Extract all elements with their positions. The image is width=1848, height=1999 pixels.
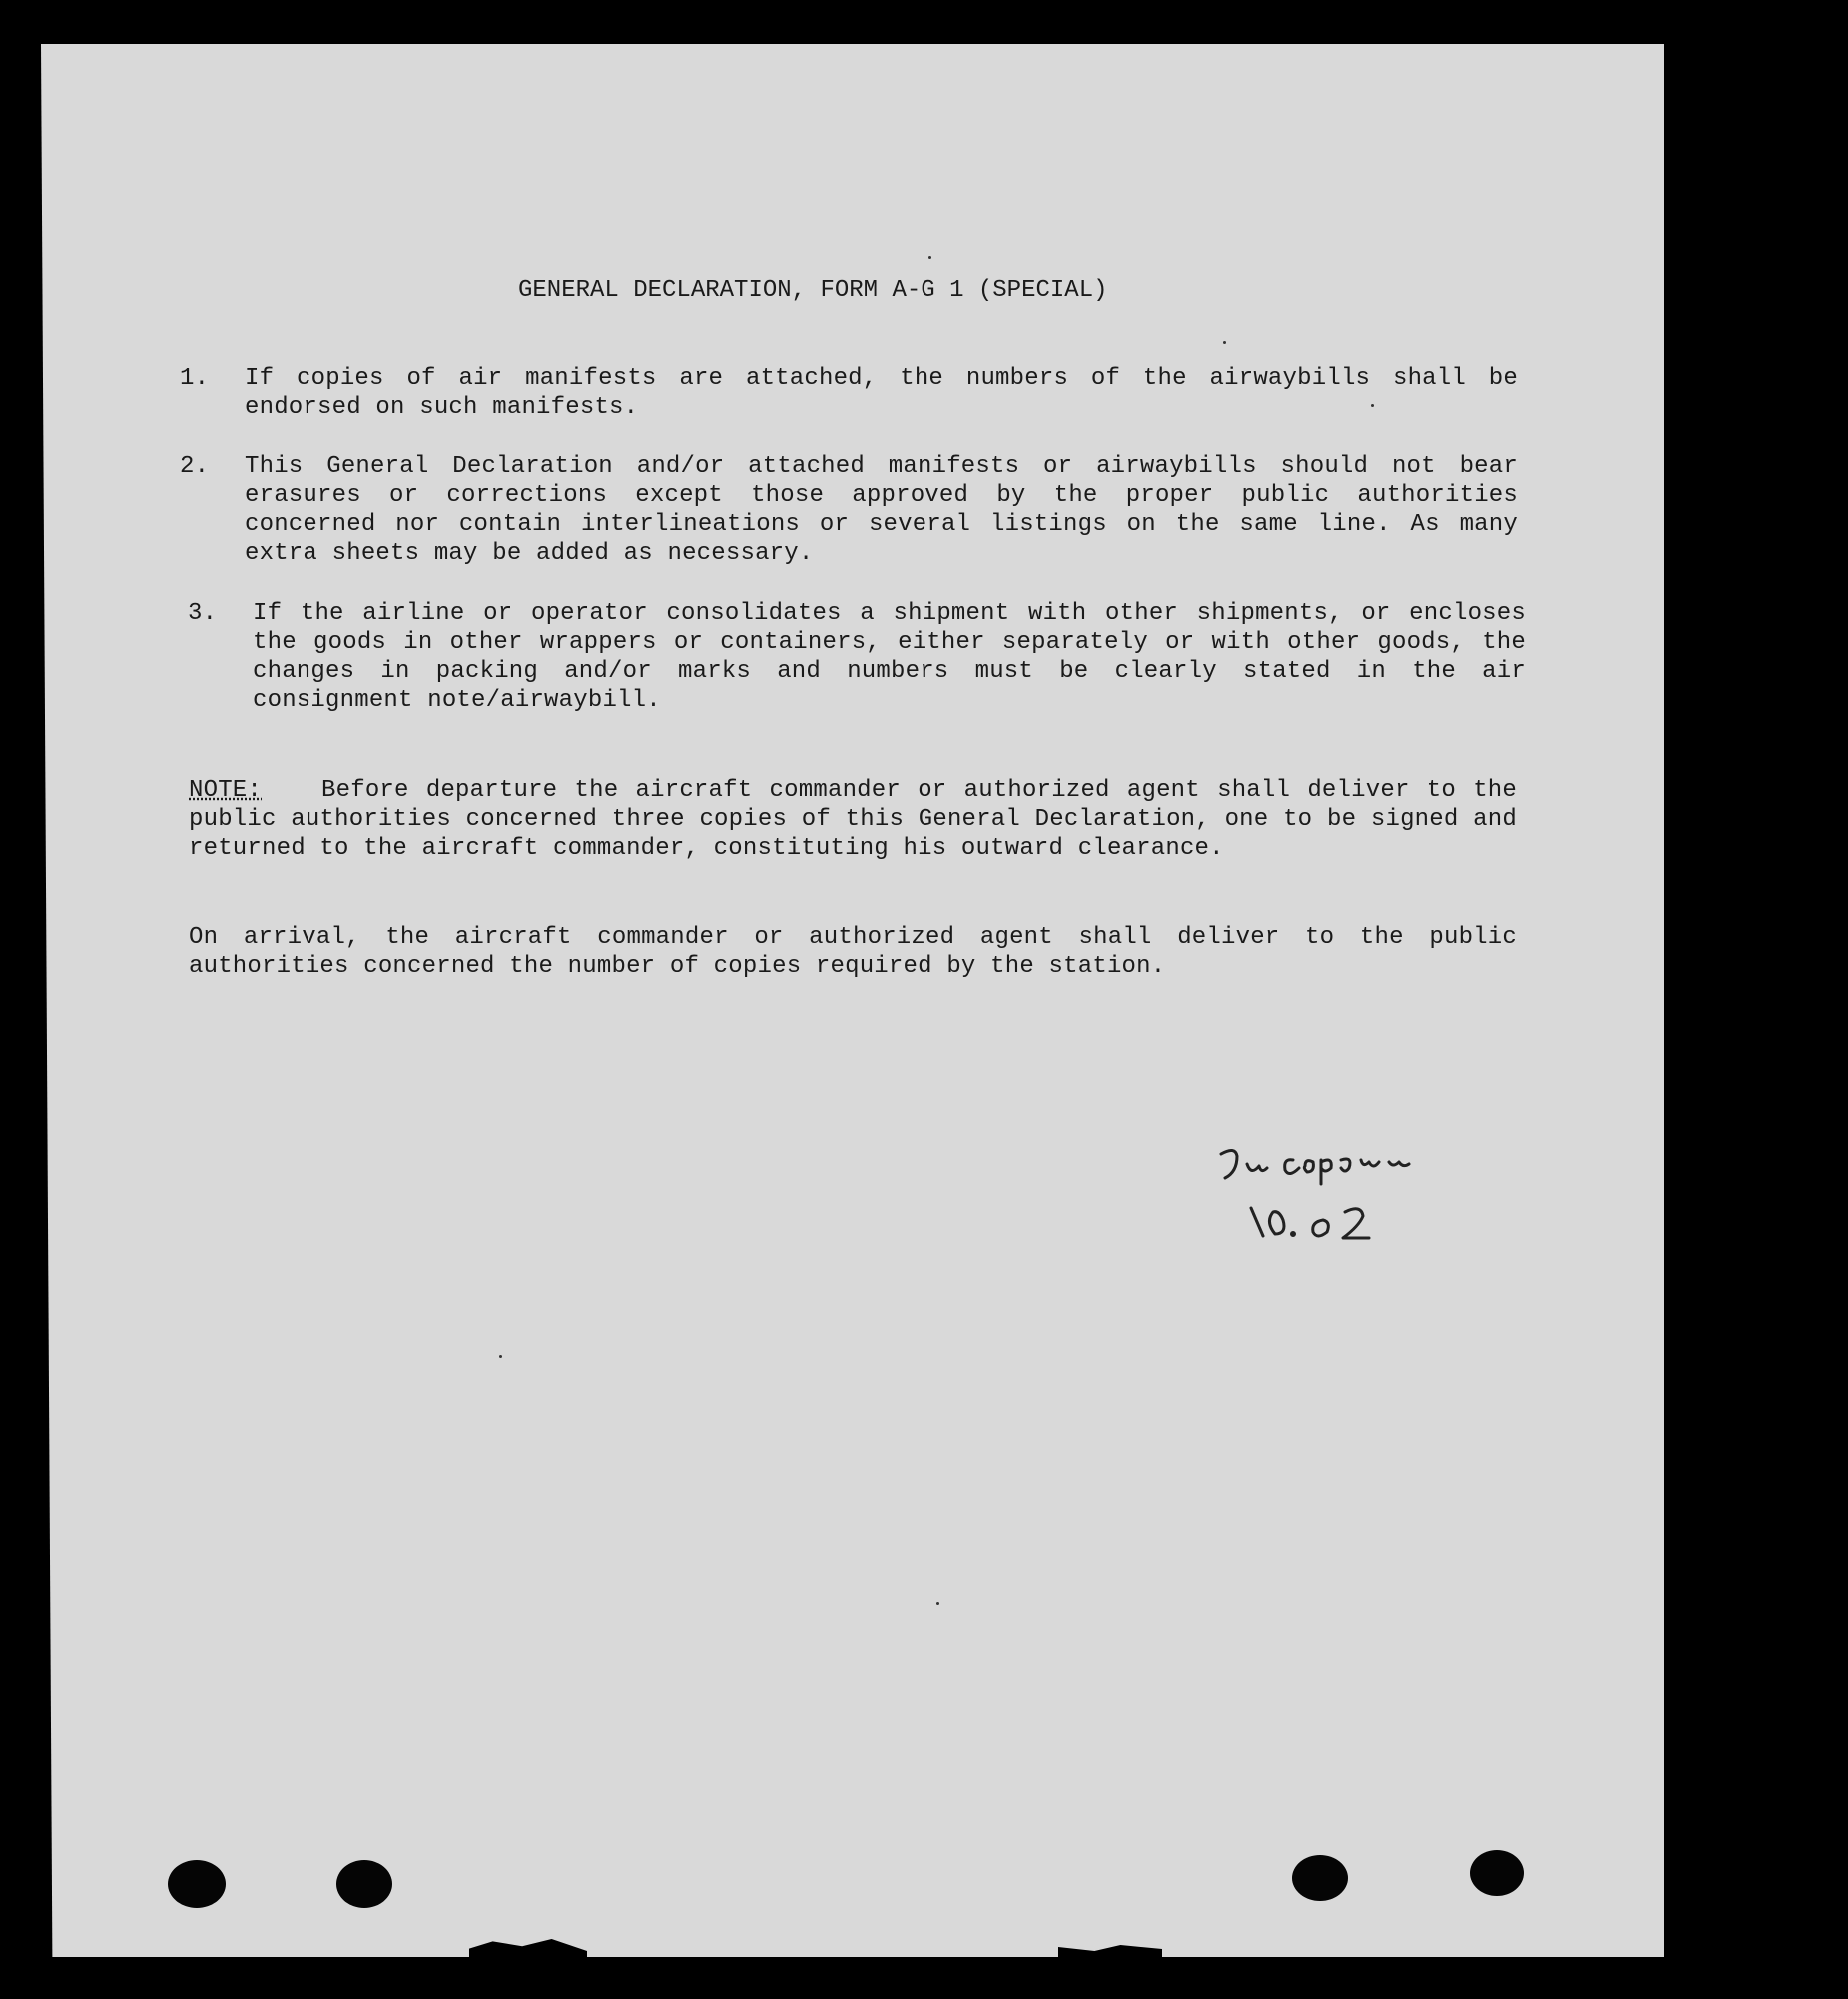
- punch-hole: [1470, 1850, 1524, 1896]
- item-number: 1.: [180, 365, 210, 392]
- arrival-paragraph: On arrival, the aircraft commander or authorized agent shall deliver to the public authorities concerned the number of copies required by the station.: [189, 924, 1517, 980]
- speck: [928, 256, 931, 259]
- speck: [936, 1602, 939, 1605]
- document-page: [41, 44, 1664, 1957]
- speck: [1223, 341, 1226, 344]
- speck: [499, 1355, 502, 1358]
- punch-hole: [1292, 1855, 1348, 1901]
- item-text: This General Declaration and/or attached manifests or airwaybills should not bear erasures or corrections except those approved by the proper public authorities concerned nor contain interlineations or several listings on the same line. As many extra sheets may be added as necessary.: [245, 453, 1518, 567]
- note-paragraph: [189, 776, 1517, 863]
- note-label: NOTE:: [189, 777, 263, 804]
- note-text: Before departure the aircraft commander or authorized agent shall deliver to the public authorities concerned three copies of this General Declaration, one to be signed and returned to the aircraft commander, constituting his outward clearance.: [189, 777, 1517, 862]
- handwritten-annotation: [1213, 1138, 1493, 1258]
- punch-hole: [336, 1860, 392, 1908]
- item-text: If the airline or operator consolidates a shipment with other shipments, or encloses the goods in other wrappers or containers, either separately or with other goods, the changes in packing and/or marks and numbers must be clearly stated in the air consignment note/airwaybill.: [253, 600, 1526, 714]
- item-number: 3.: [188, 600, 218, 627]
- document-title: GENERAL DECLARATION, FORM A-G 1 (SPECIAL): [518, 277, 1108, 304]
- punch-hole: [168, 1860, 226, 1908]
- item-text: If copies of air manifests are attached, the numbers of the airwaybills shall be endorsed on such manifests.: [245, 365, 1518, 421]
- item-number: 2.: [180, 453, 210, 480]
- speck: [1371, 404, 1374, 407]
